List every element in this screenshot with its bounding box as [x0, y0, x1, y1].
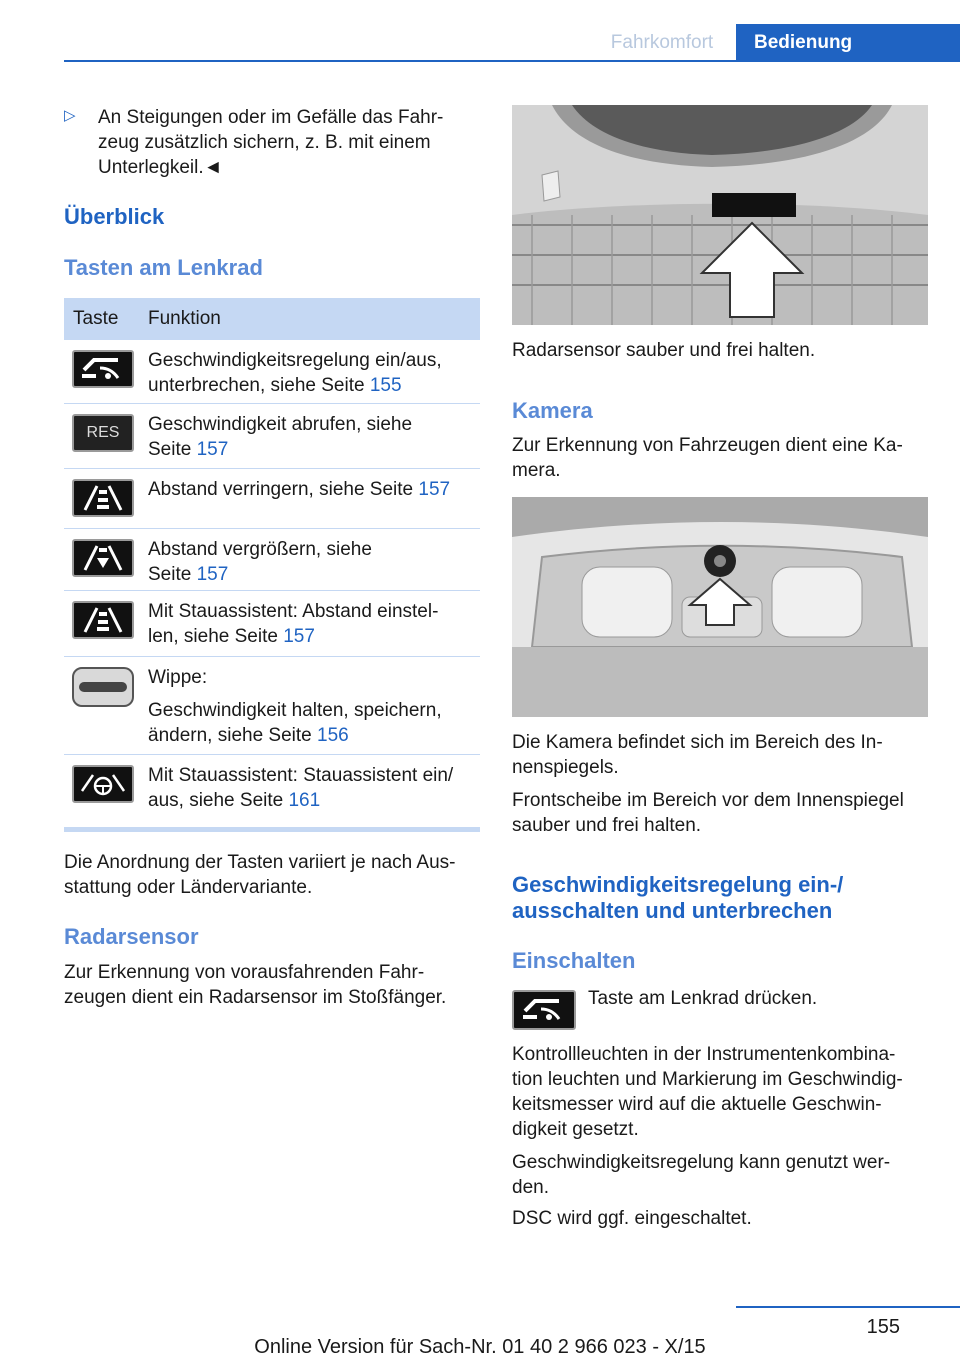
heading-steering-buttons: Tasten am Lenkrad	[64, 255, 263, 280]
header-section: Fahrkomfort	[610, 32, 714, 53]
table-row: Wippe: Geschwindigkeit halten, speichern, ändern, siehe Seite 156	[64, 657, 480, 755]
res-button-icon: RES	[72, 414, 134, 452]
page-link[interactable]: 157	[196, 564, 229, 585]
heading-radar: Radarsensor	[64, 924, 199, 949]
switch-on-text: Taste am Lenkrad drücken.	[588, 988, 818, 1009]
dsc-text: DSC wird ggf. eingeschaltet.	[512, 1208, 752, 1229]
page-link[interactable]: 156	[317, 725, 349, 746]
heading-overview: Überblick	[64, 204, 165, 229]
traffic-jam-assistant-icon	[72, 765, 134, 803]
table-row: Geschwindigkeitsregelung ein/aus, unterbrechen, siehe Seite 155	[64, 340, 480, 404]
header-rule	[64, 60, 960, 62]
camera-image	[512, 497, 928, 717]
heading-camera: Kamera	[512, 398, 593, 423]
radar-caption: Radarsensor sauber und frei halten.	[512, 340, 816, 361]
bullet-text: An Steigungen oder im Gefälle das Fahr- zeug zusätzlich sichern, z. B. mit einem Unterlegkeil.◄	[98, 107, 444, 178]
page-number: 155	[866, 1316, 900, 1338]
table-row: Abstand vergrößern, siehe Seite 157	[64, 529, 480, 591]
table-row: Abstand verringern, siehe Seite 157	[64, 469, 480, 529]
table-row: Mit Stauassistent: Abstand einstel- len, siehe Seite 157	[64, 591, 480, 657]
table-end-rule	[64, 827, 480, 832]
cruise-control-icon	[72, 350, 134, 388]
page-link[interactable]: 157	[418, 479, 451, 500]
arrangement-text: Die Anordnung der Tasten variiert je nach Aus- stattung oder Ländervariante.	[64, 852, 456, 898]
col-header-button: Taste	[73, 308, 119, 329]
rocker-switch-icon	[72, 667, 134, 707]
table-header	[64, 298, 480, 340]
header-chapter: Bedienung	[736, 24, 960, 62]
usable-text: Geschwindigkeitsregelung kann genutzt wer- den.	[512, 1152, 891, 1198]
distance-decrease-icon	[72, 479, 134, 517]
camera-location-text: Die Kamera befindet sich im Bereich des In- nenspiegels.	[512, 732, 883, 778]
camera-text: Zur Erkennung von Fahrzeugen dient eine Ka- mera.	[512, 435, 903, 481]
indicator-text: Kontrollleuchten in der Instrumentenkombina- tion leuchten und Markierung im Geschwindig- keitsmesser wird auf die aktuelle Geschwin- digkeit gesetzt.	[512, 1044, 903, 1140]
table-row: RES Geschwindigkeit abrufen, siehe Seite 157	[64, 404, 480, 469]
buttons-table	[64, 298, 480, 832]
page-link[interactable]: 155	[369, 375, 402, 396]
table-row: Mit Stauassistent: Stauassistent ein/ aus, siehe Seite 161	[64, 755, 480, 817]
camera-clean-text: Frontscheibe im Bereich vor dem Innenspiegel sauber und frei halten.	[512, 790, 904, 836]
col-header-function: Funktion	[148, 308, 221, 329]
footer-rule	[736, 1306, 960, 1308]
cruise-control-icon	[512, 990, 576, 1030]
distance-increase-icon	[72, 539, 134, 577]
online-version-note: Online Version für Sach-Nr. 01 40 2 966 023 - X/15	[254, 1336, 706, 1358]
heading-switch-on: Einschalten	[512, 948, 636, 973]
distance-set-icon	[72, 601, 134, 639]
bullet-marker: ▷	[64, 107, 76, 124]
page-link[interactable]: 161	[288, 790, 321, 811]
page-link[interactable]: 157	[283, 626, 315, 647]
heading-cruise-control: Geschwindigkeitsregelung ein-/ ausschalten und unterbrechen	[512, 872, 844, 923]
radar-text: Zur Erkennung von vorausfahrenden Fahr- zeugen dient ein Radarsensor im Stoßfänger.	[64, 962, 447, 1008]
page-link[interactable]: 157	[196, 439, 229, 460]
radar-sensor-image	[512, 105, 928, 325]
